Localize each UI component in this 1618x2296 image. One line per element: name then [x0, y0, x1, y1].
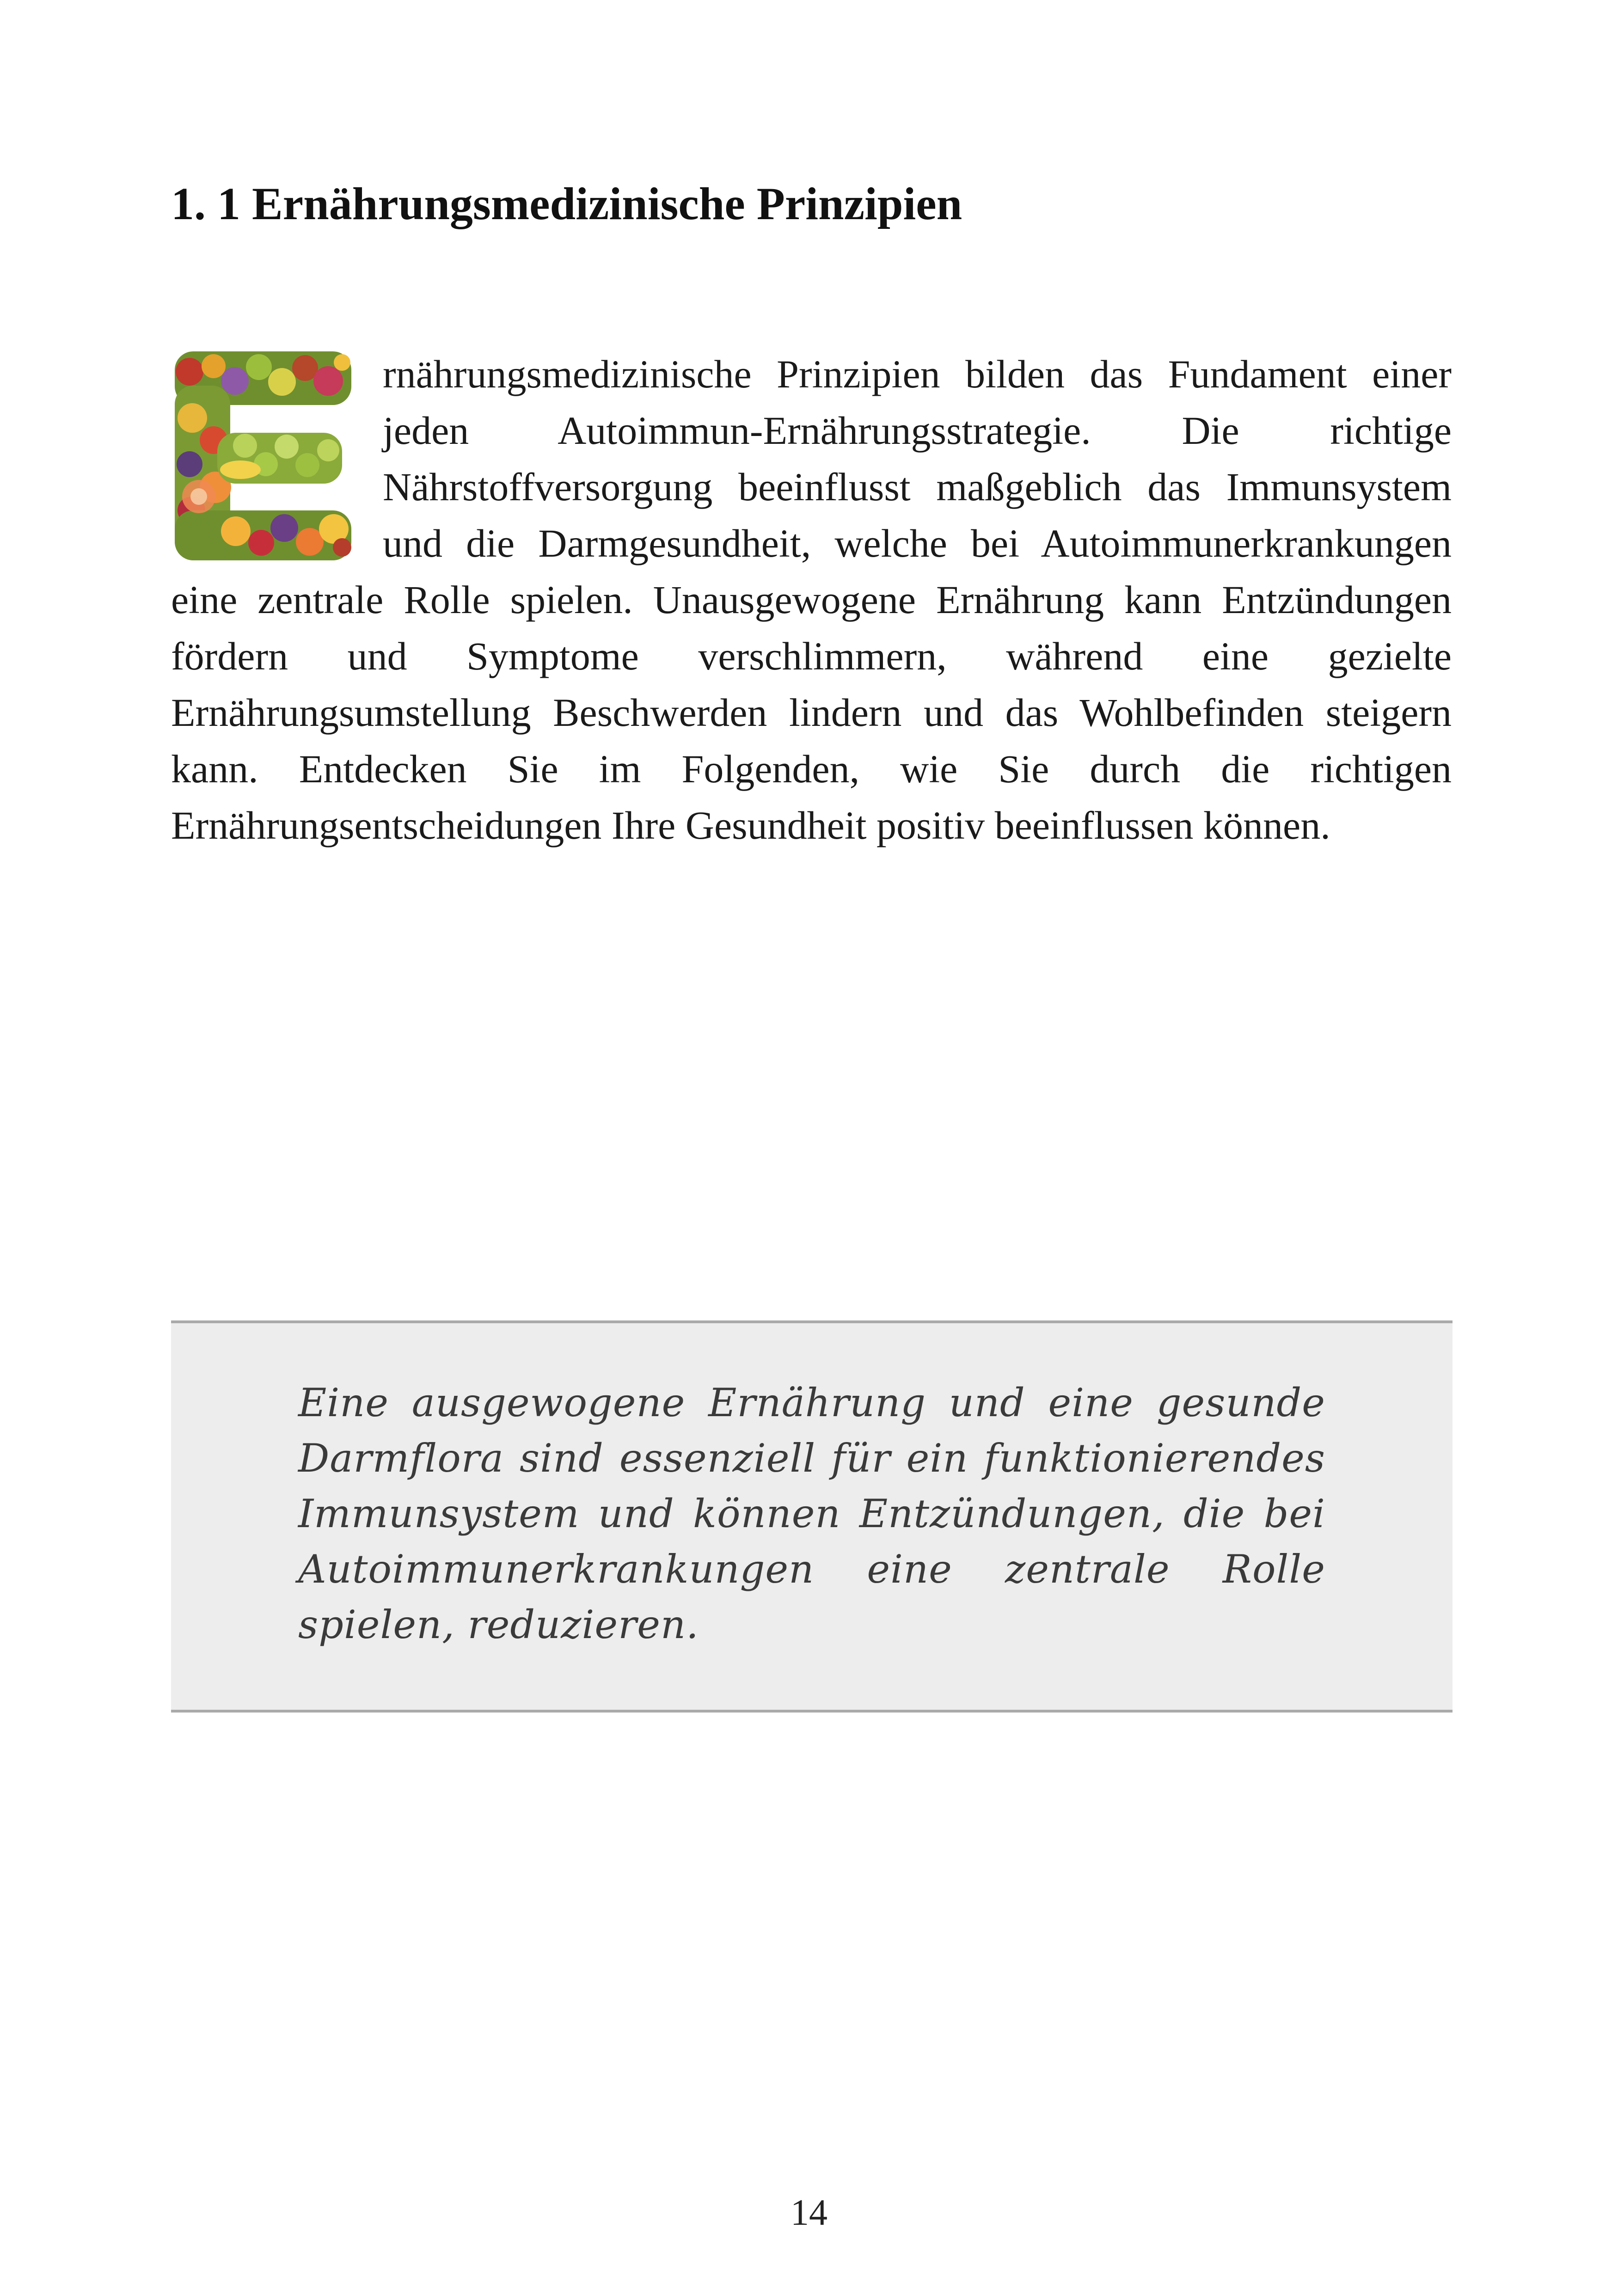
page-number: 14: [791, 2192, 827, 2233]
callout-text: Eine ausgewogene Ernährung und eine gesunde Darmflora sind essenziell für ein funktionierendes Immunsystem und können Entzündungen, die bei Autoimmunerkrankungen eine zentrale Rolle spielen, reduzieren.: [298, 1380, 1325, 1647]
section-heading: 1. 1 Ernährungsmedizinische Prinzipien: [171, 178, 962, 229]
callout-box: [171, 1320, 1453, 1713]
fruit-letter-e-icon: [171, 349, 355, 562]
intro-text: rnährungsmedizinische Prinzipien bilden das Fundament einer jeden Autoimmun-Ernährungsstrategie. Die richtige Nährstoffversorgung beeinflusst maßgeblich das Immunsystem und die Darmgesundheit, welche bei Autoimmunerkrankungen eine zentrale Rolle spielen. Unausgewogene Ernährung kann Entzündungen fördern und Symptome verschlimmern, während eine gezielte Ernährungsumstellung Beschwerden lindern und das Wohlbefinden steigern kann. Entdecken Sie im Folgenden, wie Sie durch die richtigen Ernährungsentscheidungen Ihre Gesundheit positiv beeinflussen können.: [171, 352, 1452, 847]
intro-paragraph: [171, 346, 1452, 853]
